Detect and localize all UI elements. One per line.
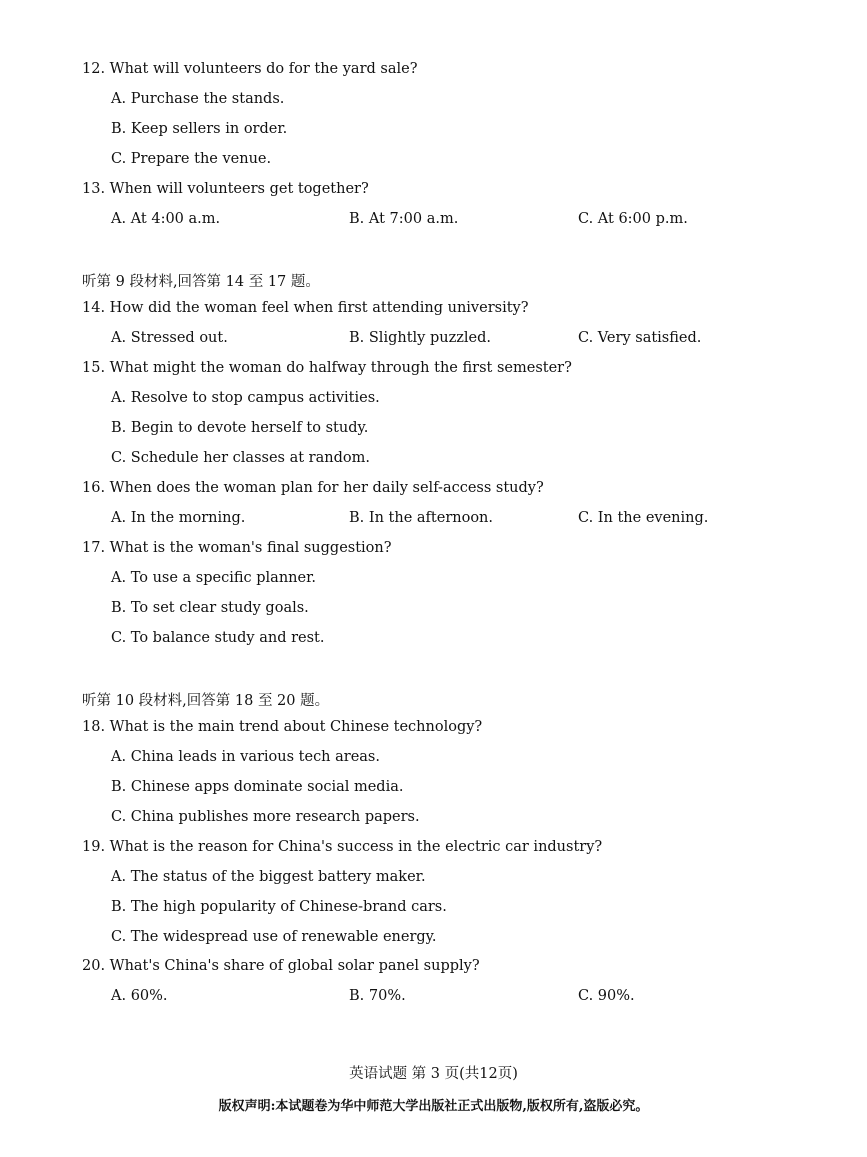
question-18-option-a: A. China leads in various tech areas. bbox=[111, 749, 380, 765]
section-10-instruction: 听第 10 段材料,回答第 18 至 20 题。 bbox=[82, 693, 330, 709]
question-14-option-b: B. Slightly puzzled. bbox=[349, 330, 491, 346]
question-19-option-c: C. The widespread use of renewable energy. bbox=[111, 929, 437, 945]
question-16-option-b: B. In the afternoon. bbox=[349, 510, 494, 526]
question-16-option-a: A. In the morning. bbox=[111, 510, 246, 526]
question-18-option-c: C. China publishes more research papers. bbox=[111, 809, 420, 825]
page-footer: 英语试题 第 3 页(共12页) bbox=[349, 1066, 518, 1082]
question-20-option-a: A. 60%. bbox=[111, 988, 168, 1004]
section-9-instruction: 听第 9 段材料,回答第 14 至 17 题。 bbox=[82, 274, 320, 290]
question-13-option-a: A. At 4:00 a.m. bbox=[111, 211, 221, 227]
question-14-stem: 14. How did the woman feel when first attending university? bbox=[82, 300, 529, 316]
question-13-option-c: C. At 6:00 p.m. bbox=[578, 211, 688, 227]
question-15-option-a: A. Resolve to stop campus activities. bbox=[111, 390, 380, 406]
question-19-option-a: A. The status of the biggest battery maker. bbox=[111, 869, 426, 885]
question-16-option-c: C. In the evening. bbox=[578, 510, 709, 526]
question-16-stem: 16. When does the woman plan for her daily self-access study? bbox=[82, 480, 544, 496]
question-18-stem: 18. What is the main trend about Chinese technology? bbox=[82, 719, 483, 735]
question-20-option-c: C. 90%. bbox=[578, 988, 635, 1004]
question-12-option-a: A. Purchase the stands. bbox=[111, 91, 285, 107]
question-15-option-c: C. Schedule her classes at random. bbox=[111, 450, 370, 466]
question-13-stem: 13. When will volunteers get together? bbox=[82, 181, 369, 197]
question-14-option-a: A. Stressed out. bbox=[111, 330, 228, 346]
question-14-option-c: C. Very satisfied. bbox=[578, 330, 702, 346]
question-17-option-c: C. To balance study and rest. bbox=[111, 630, 325, 646]
question-17-option-b: B. To set clear study goals. bbox=[111, 600, 309, 616]
question-12-stem: 12. What will volunteers do for the yard sale? bbox=[82, 61, 418, 77]
copyright-notice: 版权声明:本试题卷为华中师范大学出版社正式出版物,版权所有,盗版必究。 bbox=[218, 1099, 649, 1114]
question-18-option-b: B. Chinese apps dominate social media. bbox=[111, 779, 404, 795]
question-20-option-b: B. 70%. bbox=[349, 988, 406, 1004]
question-15-option-b: B. Begin to devote herself to study. bbox=[111, 420, 369, 436]
question-12-option-b: B. Keep sellers in order. bbox=[111, 121, 288, 137]
question-20-stem: 20. What's China's share of global solar panel supply? bbox=[82, 958, 480, 974]
question-17-stem: 17. What is the woman's final suggestion? bbox=[82, 540, 392, 556]
question-19-stem: 19. What is the reason for China's success in the electric car industry? bbox=[82, 839, 603, 855]
question-12-option-c: C. Prepare the venue. bbox=[111, 151, 272, 167]
question-15-stem: 15. What might the woman do halfway through the first semester? bbox=[82, 360, 572, 376]
question-13-option-b: B. At 7:00 a.m. bbox=[349, 211, 459, 227]
question-19-option-b: B. The high popularity of Chinese-brand cars. bbox=[111, 899, 447, 915]
question-17-option-a: A. To use a specific planner. bbox=[111, 570, 317, 586]
